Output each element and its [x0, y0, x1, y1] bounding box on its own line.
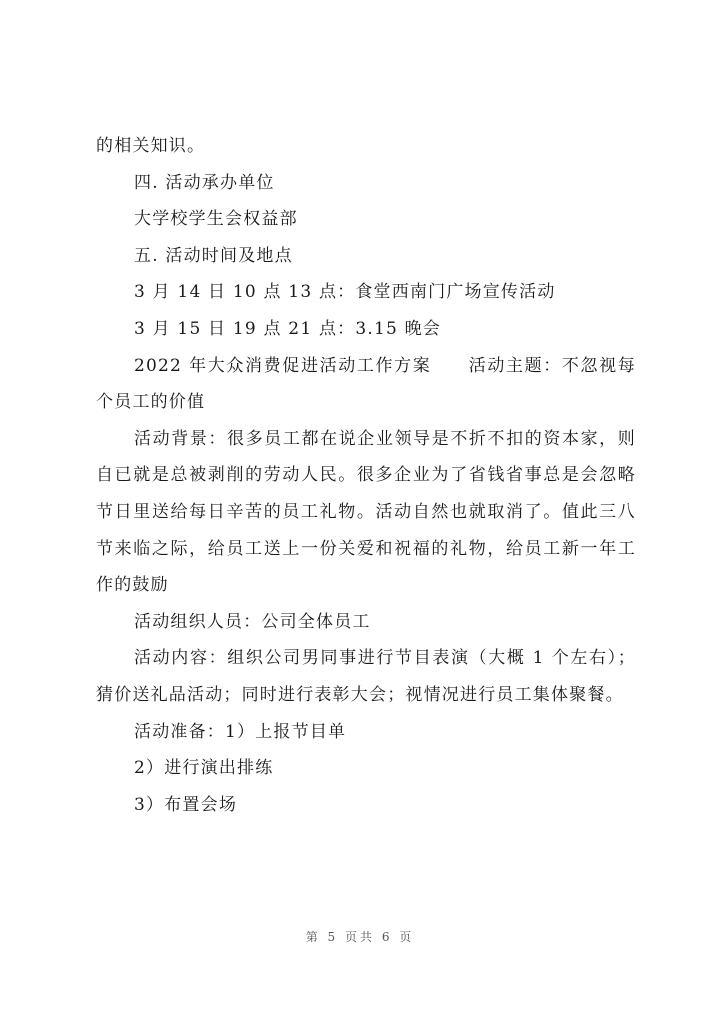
- paragraph-1: 的相关知识。: [96, 136, 206, 156]
- paragraph-schedule-2: 3 月 15 日 19 点 21 点：3.15 晚会: [134, 318, 441, 339]
- paragraph-organizer: 大学校学生会权益部: [134, 209, 298, 230]
- paragraph-content: 活动内容：组织公司男同事进行节目表演（大概 1 个左右）；猜价送礼品活动；同时进行表彰大会；视情况进行员工集体聚餐。: [96, 648, 636, 705]
- section-heading-organizer: 四. 活动承办单位: [134, 172, 275, 193]
- paragraph-prep-2: 2）进行演出排练: [134, 758, 274, 779]
- paragraph-staff: 活动组织人员：公司全体员工: [134, 611, 371, 632]
- paragraph-prep-3: 3）布置会场: [134, 794, 238, 815]
- section-heading-time-place: 五. 活动时间及地点: [134, 245, 293, 266]
- paragraph-prep-1: 活动准备：1）上报节目单: [134, 721, 347, 742]
- page-footer: 第 5 页共 6 页: [305, 930, 415, 944]
- document-body: [96, 128, 636, 823]
- paragraph-background: 活动背景：很多员工都在说企业领导是不折不扣的资本家，则自已就是总被剥削的劳动人民。很多企业为了省钱省事总是会忽略节日里送给每日辛苦的员工礼物。活动自然也就取消了。值此三八节来临之际，给员工送上一份关爱和祝福的礼物，给员工新一年工作的鼓励: [96, 428, 636, 596]
- paragraph-plan-title: 2022 年大众消费促进活动工作方案 活动主题：不忽视每个员工的价值: [96, 355, 636, 413]
- paragraph-schedule-1: 3 月 14 日 10 点 13 点：食堂西南门广场宣传活动: [134, 282, 556, 303]
